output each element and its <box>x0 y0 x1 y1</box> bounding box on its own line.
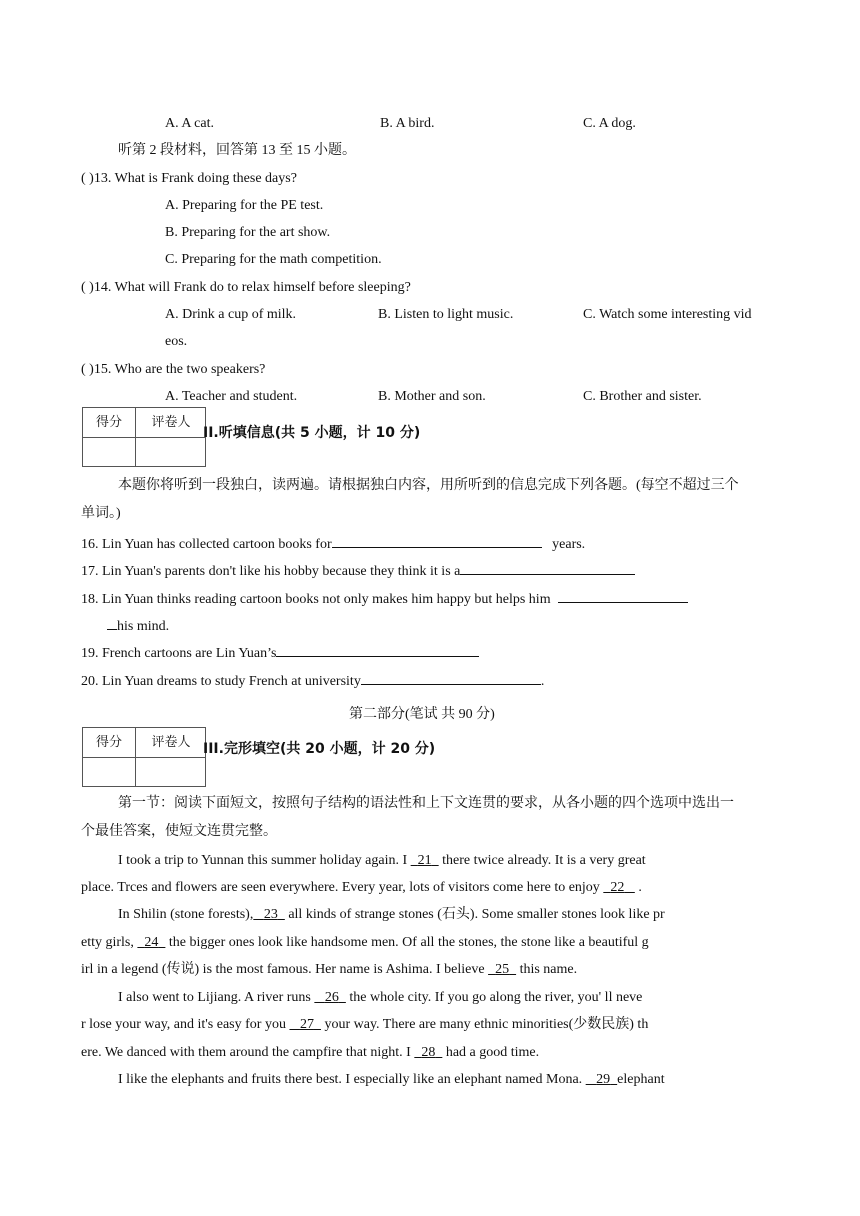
q14-option-c: C. Watch some interesting vid <box>583 307 752 322</box>
p2-text: the bigger ones look like handsome men. Of all the stones, the stone like a beautiful g <box>165 935 649 950</box>
q19-blank[interactable] <box>276 642 479 657</box>
grader-cell-2 <box>136 758 206 787</box>
p4-text: elephant <box>617 1072 665 1087</box>
q16-tail: years. <box>552 537 586 552</box>
q18-text: 18. Lin Yuan thinks reading cartoon books not only makes him happy but helps him <box>81 592 551 607</box>
q18-wrap <box>107 615 169 636</box>
q13-stem: ( )13. What is Frank doing these days? <box>81 171 297 186</box>
q15-option-b: B. Mother and son. <box>378 389 486 404</box>
section-2-title: II.听填信息(共 5 小题，计 10 分) <box>203 425 421 441</box>
score-label-2: 得分 <box>83 728 136 758</box>
p1-text: I took a trip to Yunnan this summer holiday again. I <box>118 853 411 868</box>
section-2-instruction: 本题你将听到一段独白，读两遍。请根据独白内容，用所听到的信息完成下列各题。(每空不超过三个 <box>118 478 739 493</box>
grader-label-2: 评卷人 <box>136 728 206 758</box>
blank-21[interactable]: 21 <box>417 853 432 868</box>
paragraph-2-line-2 <box>81 934 649 952</box>
score-label: 得分 <box>83 408 136 438</box>
blank-29[interactable]: 29 <box>596 1072 611 1087</box>
q17-blank[interactable] <box>460 560 635 575</box>
paragraph-3-line-3 <box>81 1044 539 1062</box>
p3-text: r lose your way, and it's easy for you <box>81 1017 290 1032</box>
q14-option-c-wrap: eos. <box>165 334 188 349</box>
p2-text: In Shilin (stone forests), <box>118 907 254 922</box>
p1-text: place. Trces and flowers are seen everywhere. Every year, lots of visitors come here to enjoy <box>81 880 604 895</box>
grader-cell <box>136 438 206 467</box>
p3-text: the whole city. If you go along the river, you' ll neve <box>345 990 643 1005</box>
score-cell <box>83 438 136 467</box>
q13-option-a: A. Preparing for the PE test. <box>165 198 324 213</box>
score-cell-2 <box>83 758 136 787</box>
q17-text: 17. Lin Yuan's parents don't like his hobby because they think it is a <box>81 564 461 579</box>
q17 <box>81 560 635 581</box>
q16-blank[interactable] <box>332 533 542 548</box>
paragraph-1-line-1 <box>118 852 646 870</box>
paragraph-4-line-1 <box>118 1071 665 1089</box>
p1-text: . <box>634 880 642 895</box>
blank-24[interactable]: 24 <box>144 935 159 950</box>
q14-option-b: B. Listen to light music. <box>378 307 514 322</box>
p2-text: irl in a legend (传说) is the most famous. Her name is Ashima. I believe <box>81 962 489 977</box>
section-3-instruction-wrap: 个最佳答案，使短文连贯完整。 <box>81 824 277 839</box>
p3-text: ere. We danced with them around the campfire that night. I <box>81 1045 415 1060</box>
section-3-instruction: 第一节：阅读下面短文，按照句子结构的语法性和上下文连贯的要求，从各小题的四个选项中选出一 <box>118 796 734 811</box>
q19-text: 19. French cartoons are Lin Yuan’s <box>81 646 277 661</box>
blank-23[interactable]: 23 <box>263 907 278 922</box>
q13-option-c: C. Preparing for the math competition. <box>165 252 382 267</box>
p3-text: had a good time. <box>442 1045 540 1060</box>
q13-option-b: B. Preparing for the art show. <box>165 225 331 240</box>
q20-blank[interactable] <box>361 670 541 685</box>
paragraph-3-line-2 <box>81 1016 648 1034</box>
p1-text: there twice already. It is a very great <box>438 853 646 868</box>
blank-27[interactable]: 27 <box>299 1017 314 1032</box>
q14-stem: ( )14. What will Frank do to relax himself before sleeping? <box>81 280 411 295</box>
q14-option-a: A. Drink a cup of milk. <box>165 307 297 322</box>
p3-text: your way. There are many ethnic minorities(少数民族) th <box>320 1017 649 1032</box>
q18-blank[interactable] <box>558 588 688 603</box>
q20: 20. Lin Yuan dreams to study French at university . <box>81 670 544 691</box>
paragraph-3-line-1 <box>118 989 642 1007</box>
q12-option-a: A. A cat. <box>165 116 214 131</box>
p2-text: etty girls, <box>81 935 138 950</box>
q16-text: 16. Lin Yuan has collected cartoon books for <box>81 537 332 552</box>
p2-text: this name. <box>516 962 578 977</box>
paragraph-2-line-3 <box>81 961 577 979</box>
q18-blank-wrap[interactable] <box>107 615 117 630</box>
section-2-instruction-wrap: 单词。) <box>81 506 121 521</box>
section-3-title: III.完形填空(共 20 小题，计 20 分) <box>203 741 436 757</box>
q20-text: 20. Lin Yuan dreams to study French at university <box>81 674 361 689</box>
q15-option-c: C. Brother and sister. <box>583 389 702 404</box>
paragraph-1-line-2 <box>81 879 642 897</box>
q16 <box>81 533 585 554</box>
blank-26[interactable]: 26 <box>324 990 339 1005</box>
q18 <box>81 588 688 609</box>
q12-option-b: B. A bird. <box>380 116 435 131</box>
paragraph-2-line-1 <box>118 906 665 924</box>
q15-option-a: A. Teacher and student. <box>165 389 298 404</box>
q12-option-c: C. A dog. <box>583 116 636 131</box>
q19 <box>81 642 479 663</box>
grader-label: 评卷人 <box>136 408 206 438</box>
part-2-title: 第二部分(笔试 共 90 分) <box>349 707 495 722</box>
passage2-intro: 听第 2 段材料，回答第 13 至 15 小题。 <box>118 143 356 158</box>
blank-22[interactable]: 22 <box>610 880 625 895</box>
p3-text: I also went to Lijiang. A river runs <box>118 990 315 1005</box>
q18-wrap-text: his mind. <box>117 619 170 634</box>
p2-text: all kinds of strange stones (石头). Some smaller stones look like pr <box>284 907 665 922</box>
blank-25[interactable]: 25 <box>495 962 510 977</box>
p4-text: I like the elephants and fruits there best. I especially like an elephant named Mona. <box>118 1072 586 1087</box>
q15-stem: ( )15. Who are the two speakers? <box>81 362 266 377</box>
blank-28[interactable]: 28 <box>421 1045 436 1060</box>
score-box <box>82 407 206 467</box>
score-box-2 <box>82 727 206 787</box>
